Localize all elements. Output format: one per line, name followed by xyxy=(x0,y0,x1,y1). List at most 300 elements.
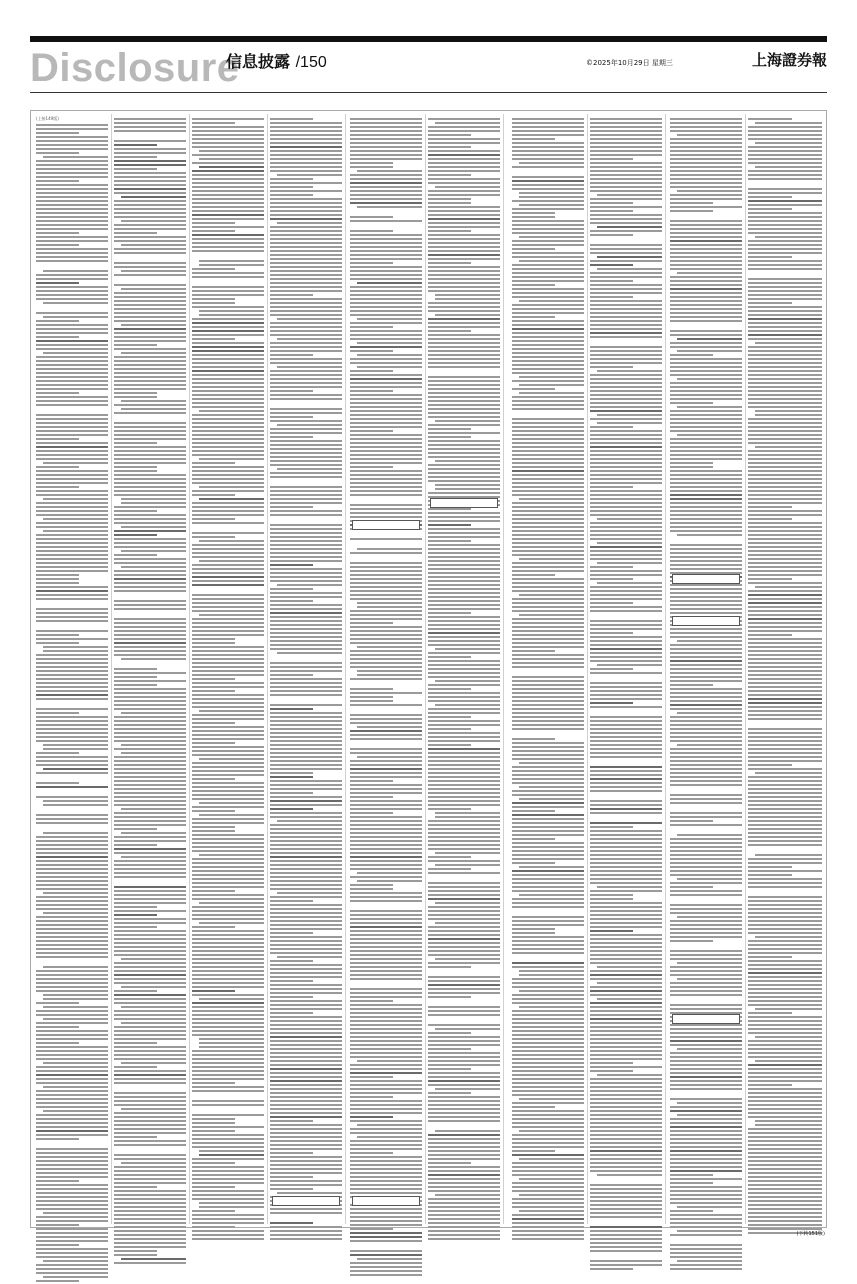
text-line xyxy=(748,1192,822,1194)
text-line xyxy=(192,646,264,648)
text-line xyxy=(270,1096,342,1098)
text-line xyxy=(36,438,79,440)
text-line xyxy=(748,1012,792,1014)
text-line xyxy=(512,510,584,512)
text-line xyxy=(670,596,742,598)
text-line xyxy=(36,160,108,162)
text-line xyxy=(670,1004,742,1006)
text-line xyxy=(36,712,79,714)
text-line xyxy=(350,666,422,668)
text-line xyxy=(36,1030,108,1032)
text-line xyxy=(428,1158,500,1160)
text-line xyxy=(192,742,235,744)
text-line xyxy=(36,132,79,134)
text-line xyxy=(36,1102,108,1104)
text-line xyxy=(748,212,822,214)
text-line xyxy=(114,966,186,968)
text-line xyxy=(350,1180,422,1182)
text-line xyxy=(350,844,422,846)
text-line xyxy=(114,368,186,370)
text-line xyxy=(350,812,393,814)
text-line xyxy=(114,558,186,560)
text-line xyxy=(512,978,584,980)
text-line xyxy=(512,542,584,544)
text-line xyxy=(748,118,792,120)
text-line xyxy=(114,764,186,766)
text-line xyxy=(192,226,264,228)
text-line xyxy=(199,614,264,616)
text-line xyxy=(670,556,742,558)
text-line xyxy=(670,138,742,140)
text-line xyxy=(428,1222,500,1224)
text-line xyxy=(748,486,822,488)
text-line xyxy=(114,1014,186,1016)
text-line xyxy=(192,878,264,880)
text-line xyxy=(192,1130,235,1132)
text-line xyxy=(748,482,822,484)
text-line xyxy=(36,856,108,858)
text-line xyxy=(435,1194,500,1196)
text-line xyxy=(36,1046,108,1048)
text-line xyxy=(350,1266,422,1268)
text-line xyxy=(748,1088,822,1090)
text-line xyxy=(43,912,108,914)
text-line xyxy=(114,898,186,900)
text-line xyxy=(114,1226,186,1228)
text-line xyxy=(192,1022,264,1024)
text-line xyxy=(121,832,186,834)
text-line xyxy=(677,190,742,192)
text-line xyxy=(428,712,500,714)
text-line xyxy=(748,318,822,320)
text-line xyxy=(114,914,157,916)
text-line xyxy=(590,510,662,512)
text-line xyxy=(748,858,822,860)
text-line xyxy=(512,240,584,242)
text-line xyxy=(36,414,108,416)
text-line xyxy=(512,404,584,406)
text-line xyxy=(270,736,342,738)
text-line xyxy=(350,820,422,822)
text-line xyxy=(350,362,422,364)
text-line xyxy=(670,162,742,164)
text-line xyxy=(350,618,422,620)
text-line xyxy=(748,1148,822,1150)
text-line xyxy=(114,994,186,996)
text-line xyxy=(428,528,500,530)
text-line xyxy=(670,126,742,128)
text-line xyxy=(590,1006,662,1008)
text-line xyxy=(590,990,662,992)
text-line xyxy=(199,264,264,266)
text-line xyxy=(36,1196,108,1198)
text-line xyxy=(428,724,500,726)
text-line xyxy=(512,1106,555,1108)
text-line xyxy=(350,772,422,774)
text-line xyxy=(512,454,584,456)
text-line xyxy=(428,988,500,990)
text-line xyxy=(270,510,342,512)
text-line xyxy=(43,462,108,464)
text-line xyxy=(114,680,186,682)
text-line xyxy=(114,1112,186,1114)
text-line xyxy=(114,192,186,194)
text-line xyxy=(270,804,342,806)
text-line xyxy=(428,118,500,120)
text-line xyxy=(519,260,584,262)
text-line xyxy=(512,340,584,342)
text-line xyxy=(590,1014,662,1016)
text-line xyxy=(670,740,742,742)
text-line xyxy=(512,450,584,452)
text-line xyxy=(350,322,422,324)
text-line xyxy=(114,954,186,956)
text-line xyxy=(590,958,662,960)
text-line xyxy=(192,894,264,896)
text-line xyxy=(428,1072,500,1074)
text-line xyxy=(43,352,108,354)
text-line xyxy=(350,438,422,440)
text-line xyxy=(748,518,792,520)
text-line xyxy=(670,482,742,484)
text-line xyxy=(36,506,108,508)
text-line xyxy=(114,426,186,428)
text-line xyxy=(512,948,584,950)
text-line xyxy=(748,916,822,918)
text-line xyxy=(670,990,742,992)
text-line xyxy=(199,458,264,460)
text-line xyxy=(270,768,342,770)
text-line xyxy=(357,674,422,676)
text-line xyxy=(36,482,108,484)
text-line xyxy=(748,1208,822,1210)
text-line xyxy=(192,580,264,582)
text-line xyxy=(512,522,584,524)
text-line xyxy=(114,1214,186,1216)
text-line xyxy=(519,990,584,992)
text-line xyxy=(36,1192,108,1194)
text-line xyxy=(192,1086,264,1088)
text-line xyxy=(748,662,822,664)
text-line xyxy=(270,452,342,454)
text-line xyxy=(590,446,662,448)
text-line xyxy=(192,568,264,570)
text-line xyxy=(512,680,584,682)
text-line xyxy=(270,1188,313,1190)
text-line xyxy=(748,378,822,380)
text-line xyxy=(350,426,422,428)
text-line xyxy=(428,796,500,798)
text-line xyxy=(748,310,822,312)
text-line xyxy=(270,628,342,630)
text-line xyxy=(428,242,500,244)
text-line xyxy=(428,914,500,916)
text-line xyxy=(350,730,422,732)
text-line xyxy=(270,206,342,208)
text-line xyxy=(512,1018,584,1020)
text-line xyxy=(670,206,742,208)
text-line xyxy=(350,630,422,632)
text-line xyxy=(357,318,422,320)
text-line xyxy=(350,262,393,264)
text-line xyxy=(350,808,422,810)
text-line xyxy=(270,674,313,676)
text-line xyxy=(590,494,662,496)
text-line xyxy=(748,174,822,176)
text-line xyxy=(270,1048,342,1050)
text-line xyxy=(350,382,422,384)
text-line xyxy=(748,828,822,830)
text-line xyxy=(519,786,584,788)
text-line xyxy=(270,524,342,526)
text-line xyxy=(512,662,584,664)
text-line xyxy=(114,316,186,318)
text-line xyxy=(670,1040,742,1042)
text-line xyxy=(590,462,662,464)
text-line xyxy=(512,774,584,776)
text-line xyxy=(590,458,662,460)
text-line xyxy=(350,966,422,968)
text-line xyxy=(192,398,264,400)
text-line xyxy=(428,400,500,402)
text-line xyxy=(428,354,500,356)
text-line xyxy=(350,610,422,612)
text-line xyxy=(670,1202,742,1204)
text-line xyxy=(512,1186,584,1188)
text-line xyxy=(748,204,822,206)
text-line xyxy=(357,282,422,284)
text-line xyxy=(519,162,584,164)
text-line xyxy=(428,278,500,280)
text-line xyxy=(270,1016,342,1018)
text-line xyxy=(428,330,471,332)
text-line xyxy=(670,1032,742,1034)
text-line xyxy=(192,930,264,932)
text-line xyxy=(192,738,264,740)
text-line xyxy=(428,376,500,378)
text-line xyxy=(350,198,422,200)
text-line xyxy=(270,780,342,782)
text-line xyxy=(590,1046,662,1048)
text-line xyxy=(36,1148,108,1150)
text-line xyxy=(192,584,264,586)
text-line xyxy=(748,542,822,544)
text-line xyxy=(748,530,822,532)
text-line xyxy=(350,1068,422,1070)
text-line xyxy=(590,522,662,524)
text-line xyxy=(36,1184,108,1186)
text-line xyxy=(748,1132,822,1134)
text-line xyxy=(512,998,584,1000)
text-line xyxy=(270,904,342,906)
text-line xyxy=(350,370,393,372)
text-line xyxy=(270,1004,342,1006)
text-line xyxy=(270,238,342,240)
text-line xyxy=(748,598,822,600)
text-line xyxy=(428,1092,471,1094)
text-line xyxy=(270,940,342,942)
text-line xyxy=(590,558,662,560)
text-line xyxy=(36,772,108,774)
text-line xyxy=(748,714,822,716)
text-line xyxy=(114,998,186,1000)
text-line xyxy=(748,948,822,950)
text-line xyxy=(670,446,742,448)
text-line xyxy=(36,376,108,378)
text-line xyxy=(748,980,822,982)
text-line xyxy=(270,382,342,384)
text-line xyxy=(590,466,662,468)
text-line xyxy=(428,230,471,232)
text-line xyxy=(670,568,742,570)
text-line xyxy=(114,204,186,206)
text-line xyxy=(519,1210,584,1212)
text-line xyxy=(435,122,500,124)
text-line xyxy=(350,418,422,420)
text-line xyxy=(428,214,500,216)
text-line xyxy=(199,1042,264,1044)
text-line xyxy=(512,932,555,934)
text-line xyxy=(36,244,79,246)
text-line xyxy=(270,852,342,854)
text-line xyxy=(748,1056,822,1058)
text-line xyxy=(748,1116,822,1118)
text-line xyxy=(114,1174,186,1176)
text-line xyxy=(114,430,186,432)
text-line xyxy=(350,824,422,826)
text-line xyxy=(670,280,742,282)
text-line xyxy=(428,604,500,606)
text-line xyxy=(590,790,662,792)
text-line xyxy=(114,1222,186,1224)
text-line xyxy=(670,816,742,818)
text-line xyxy=(512,482,584,484)
text-line xyxy=(192,1198,264,1200)
text-line xyxy=(428,1060,500,1062)
text-line xyxy=(350,1216,422,1218)
text-line xyxy=(748,878,822,880)
text-line xyxy=(428,302,500,304)
text-line xyxy=(512,716,584,718)
text-line xyxy=(512,126,584,128)
text-line xyxy=(36,282,79,284)
text-line xyxy=(199,498,264,500)
text-line xyxy=(670,1194,742,1196)
text-line xyxy=(748,1100,822,1102)
text-line xyxy=(670,1198,742,1200)
text-line xyxy=(350,954,422,956)
text-line xyxy=(36,442,108,444)
text-line xyxy=(748,1204,822,1206)
text-line xyxy=(428,1014,500,1016)
text-line xyxy=(192,430,264,432)
text-line xyxy=(428,934,500,936)
text-line xyxy=(192,162,264,164)
text-line xyxy=(36,470,108,472)
text-line xyxy=(590,752,662,754)
text-line xyxy=(192,186,264,188)
text-line xyxy=(350,784,422,786)
text-line xyxy=(670,656,742,658)
text-line xyxy=(512,538,584,540)
text-line xyxy=(114,470,157,472)
text-line xyxy=(512,368,584,370)
text-line xyxy=(36,312,108,314)
text-line xyxy=(428,254,500,256)
text-line xyxy=(748,728,822,730)
text-line xyxy=(748,558,822,560)
text-line xyxy=(192,1058,264,1060)
text-line xyxy=(350,242,422,244)
text-line xyxy=(270,772,313,774)
text-line xyxy=(192,552,264,554)
text-line xyxy=(350,910,422,912)
text-line xyxy=(590,1066,662,1068)
text-line xyxy=(590,736,662,738)
text-line xyxy=(270,1084,342,1086)
text-line xyxy=(748,646,822,648)
text-line xyxy=(350,390,393,392)
text-line xyxy=(192,482,264,484)
text-line xyxy=(43,316,108,318)
text-line xyxy=(270,678,342,680)
text-line xyxy=(519,974,584,976)
text-line xyxy=(350,122,422,124)
text-line xyxy=(36,1070,108,1072)
text-line xyxy=(670,486,742,488)
text-line xyxy=(590,800,662,802)
text-line xyxy=(36,490,108,492)
text-line xyxy=(748,626,822,628)
text-line xyxy=(512,324,584,326)
text-line xyxy=(114,130,186,132)
text-line xyxy=(670,1064,742,1066)
text-line xyxy=(350,678,422,680)
text-line xyxy=(590,740,662,742)
text-line xyxy=(270,420,342,422)
text-line xyxy=(270,1212,342,1214)
text-line xyxy=(357,170,422,172)
text-line xyxy=(590,994,662,996)
text-line xyxy=(36,260,108,262)
text-line xyxy=(36,380,108,382)
text-line xyxy=(590,1134,662,1136)
text-line xyxy=(590,950,662,952)
text-line xyxy=(512,264,584,266)
text-line xyxy=(199,166,264,168)
masthead xyxy=(30,48,827,88)
text-line xyxy=(590,870,662,872)
text-line xyxy=(192,626,264,628)
text-line xyxy=(590,672,662,674)
text-line xyxy=(114,974,186,976)
text-line xyxy=(277,892,342,894)
text-line xyxy=(590,1226,662,1228)
text-line xyxy=(597,194,662,196)
text-line xyxy=(512,890,584,892)
text-line xyxy=(512,458,584,460)
text-line xyxy=(350,1164,422,1166)
text-line xyxy=(748,240,822,242)
text-line xyxy=(428,1044,500,1046)
text-line xyxy=(36,324,108,326)
text-line xyxy=(590,690,662,692)
text-line xyxy=(590,910,662,912)
text-line xyxy=(597,966,662,968)
text-line xyxy=(590,1002,662,1004)
text-line xyxy=(512,166,584,168)
text-line xyxy=(36,344,108,346)
